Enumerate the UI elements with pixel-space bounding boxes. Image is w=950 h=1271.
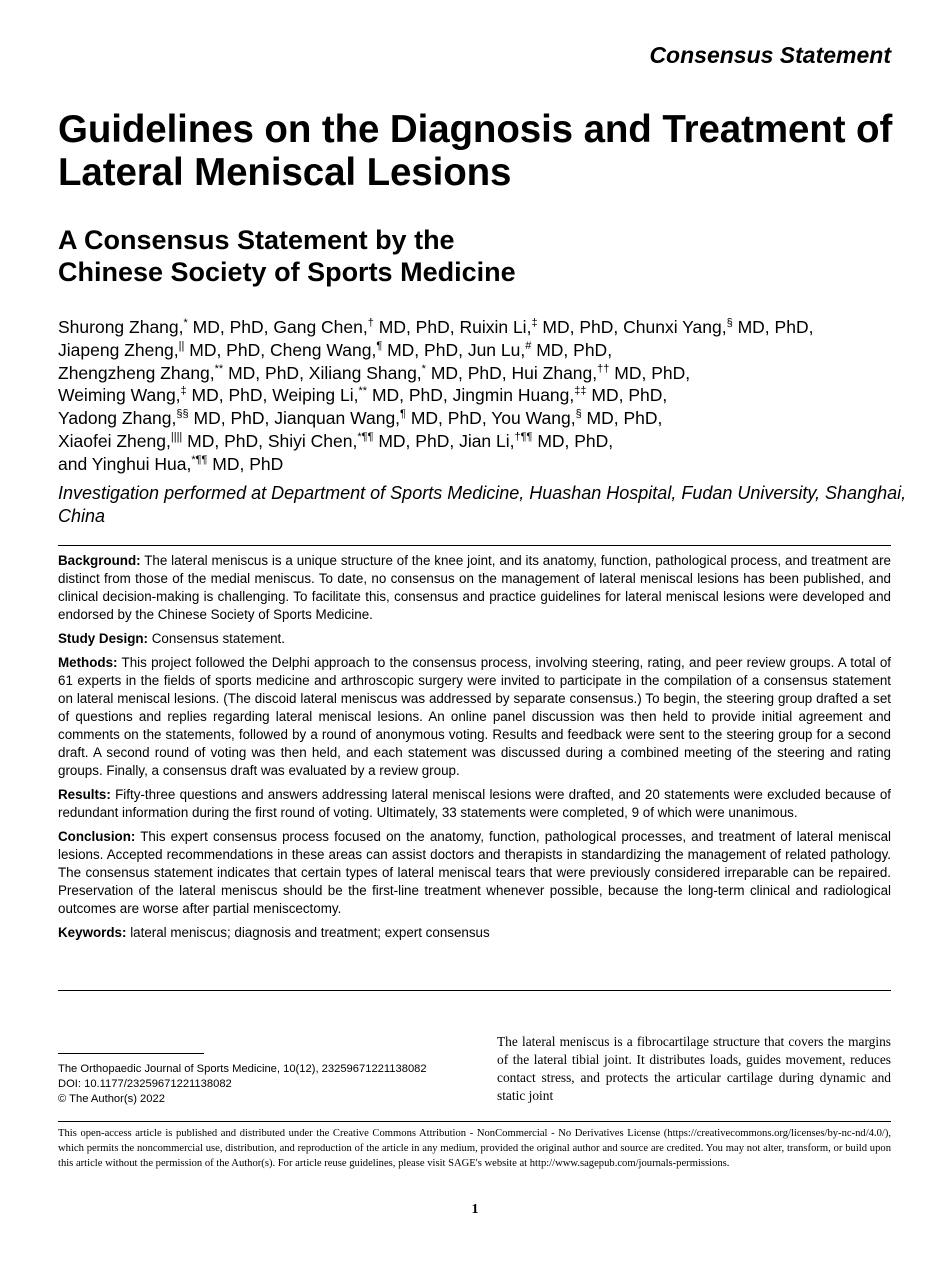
author-degree: MD, PhD, xyxy=(367,385,453,406)
author-degree: MD, PhD, xyxy=(609,362,691,383)
author-degree: MD, PhD, xyxy=(537,317,624,337)
abstract-keywords xyxy=(58,924,891,942)
author-degree: MD, PhD, xyxy=(732,317,814,337)
author-name: Zhengzheng Zhang, xyxy=(58,362,215,383)
abstract-text: lateral meniscus; diagnosis and treatment; expert consensus xyxy=(126,925,490,941)
abstract-label: Methods: xyxy=(58,655,118,671)
author-degree: MD, PhD, xyxy=(187,317,274,337)
author xyxy=(623,317,813,337)
body-paragraph: The lateral meniscus is a fibrocartilage structure that covers the margins of the lateral tibial joint. It distributes loads, guides movement, reduces contact stress, and protects the articular cartilage during dynamic and static joint xyxy=(497,1034,891,1104)
author xyxy=(268,431,459,451)
author-name: Yadong Zhang, xyxy=(58,408,177,429)
author-name: Jianquan Wang, xyxy=(274,408,401,429)
abstract-text: This project followed the Delphi approach to the consensus process, involving steering, rating, and peer review groups. A total of 61 experts in the fields of sports medicine and arthroscopic surgery were invited to participate in the compilation of a consensus statement on lateral meniscal lesions. (The discoid lateral meniscus was addressed by separate consensus.) To begin, the steering group drafted a set of questions and replies regarding lateral meniscal lesions. An online panel discussion was then held to provide initial agreement and comments on the statements, followed by a round of anonymous voting. Results and feedback were sent to the steering group for a second draft. A second round of voting was then held, and each statement was discussed during a combined meeting of the steering and rating groups. Finally, a consensus draft was evaluated by a review group. xyxy=(58,655,891,778)
author-affiliation-mark: ¶ xyxy=(400,408,406,421)
abstract-label: Keywords: xyxy=(58,925,127,941)
journal-copyright: © The Author(s) 2022 xyxy=(58,1093,165,1105)
author xyxy=(512,363,691,383)
author-affiliation-mark: || xyxy=(178,339,185,352)
abstract-text: Consensus statement. xyxy=(148,631,285,647)
author xyxy=(453,385,668,405)
author xyxy=(58,363,309,383)
journal-info xyxy=(58,1062,478,1107)
abstract xyxy=(58,552,891,948)
abstract-results xyxy=(58,786,891,822)
author xyxy=(58,317,273,337)
author-degree: MD, PhD, xyxy=(184,339,270,360)
author-name: You Wang, xyxy=(491,408,576,429)
author-degree: MD, PhD, xyxy=(531,339,613,360)
author-affiliation-mark: ‡‡ xyxy=(574,385,587,398)
author xyxy=(270,340,468,360)
author-degree: MD, PhD, xyxy=(382,339,468,360)
author-degree: MD, PhD, xyxy=(373,430,460,451)
author-name: Xiaofei Zheng, xyxy=(58,430,171,451)
subtitle-line-2: Chinese Society of Sports Medicine xyxy=(58,257,516,287)
author-affiliation-mark: § xyxy=(575,408,582,421)
author-affiliation-mark: ‡ xyxy=(180,385,187,398)
author xyxy=(309,363,512,383)
author-degree: MD, PhD, xyxy=(188,408,275,429)
abstract-label: Background: xyxy=(58,553,141,568)
author xyxy=(58,340,270,360)
author-affiliation-mark: ** xyxy=(214,362,224,375)
author-affiliation-mark: # xyxy=(525,339,532,352)
author-degree: MD, PhD, xyxy=(223,362,309,383)
journal-doi: DOI: 10.1177/23259671221138082 xyxy=(58,1078,232,1090)
author-degree: MD, PhD, xyxy=(405,408,492,429)
author xyxy=(58,454,283,474)
author-affiliation-mark: §§ xyxy=(176,408,189,421)
article-subtitle xyxy=(58,224,758,288)
author xyxy=(491,408,662,428)
author-degree: MD, PhD, xyxy=(532,430,614,451)
author-degree: MD, PhD, xyxy=(586,385,668,406)
author-name: Jian Li, xyxy=(459,430,515,451)
author xyxy=(459,431,613,451)
footnote-rule xyxy=(58,1053,204,1054)
author xyxy=(468,340,612,360)
author xyxy=(459,317,623,337)
journal-citation: The Orthopaedic Journal of Sports Medicine, 10(12), 23259671221138082 xyxy=(58,1063,427,1075)
abstract-text: This expert consensus process focused on the anatomy, function, pathological processes, and treatment of lateral meniscal lesions. Accepted recommendations in these areas can assist doctors and therapists in standardizing the management of related pathology. The consensus statement indicates that certain types of lateral meniscal tears that were previously considered irreparable can be repaired. Preservation of the lateral meniscus should be the first-line treatment whenever possible, because the long-term clinical and radiological outcomes are worse after partial meniscectomy. xyxy=(58,829,891,916)
author-name: Shiyi Chen, xyxy=(267,430,358,451)
author xyxy=(273,317,459,337)
affiliation-statement: Investigation performed at Department of Sports Medicine, Huashan Hospital, Fudan University, Shanghai, China xyxy=(58,483,907,526)
abstract-label: Results: xyxy=(58,787,111,803)
author-affiliation-mark: *¶¶ xyxy=(357,430,374,443)
abstract-conclusion xyxy=(58,828,891,918)
abstract-bottom-rule xyxy=(58,990,891,991)
author-name: Weiping Li, xyxy=(272,385,359,406)
subtitle-line-1: A Consensus Statement by the xyxy=(58,225,455,255)
author-degree: MD, PhD, xyxy=(186,385,273,406)
author-affiliation-mark: ** xyxy=(358,385,368,398)
abstract-text: Fifty-three questions and answers addressing lateral meniscal lesions were drafted, and 20 statements were excluded because of redundant information during the first round of voting. Ultimately, 33 statements were completed, 9 of which were unanimous. xyxy=(58,787,891,820)
author-affiliation-mark: †¶¶ xyxy=(514,430,533,443)
author xyxy=(58,385,272,405)
author-affiliation-mark: * xyxy=(421,362,426,375)
author-name: Jingmin Huang, xyxy=(452,385,575,406)
author-degree: MD, PhD, xyxy=(373,317,460,337)
author-degree: MD, PhD, xyxy=(182,430,268,451)
author-name: Jiapeng Zheng, xyxy=(58,339,179,360)
author-name: Ruixin Li, xyxy=(459,317,532,337)
author-affiliation-mark: * xyxy=(183,317,188,329)
author-name: and Yinghui Hua, xyxy=(58,453,192,474)
author-list xyxy=(58,316,918,476)
author-name: Cheng Wang, xyxy=(269,339,377,360)
author-affiliation-mark: *¶¶ xyxy=(191,453,208,466)
author xyxy=(58,408,274,428)
author-name: Jun Lu, xyxy=(467,339,526,360)
author-affiliation-mark: ‡ xyxy=(531,317,538,329)
abstract-label: Study Design: xyxy=(58,631,149,647)
abstract-background xyxy=(58,552,891,624)
author-affiliation-mark: § xyxy=(726,317,733,329)
author-degree: MD, PhD xyxy=(207,453,284,474)
author-name: Hui Zhang, xyxy=(511,362,598,383)
author xyxy=(274,408,491,428)
abstract-text: The lateral meniscus is a unique structure of the knee joint, and its anatomy, function, pathological process, and treatment are distinct from those of the medial meniscus. To date, no consensus on the management of lateral meniscal lesions has been published, and clinical decision-making is challenging. To facilitate this, consensus and practice guidelines for lateral meniscal lesions were developed and endorsed by the Chinese Society of Sports Medicine. xyxy=(58,553,891,622)
author-affiliation-mark: ¶ xyxy=(376,339,383,352)
author xyxy=(58,431,268,451)
author-affiliation-mark: |||| xyxy=(170,430,183,443)
section-label: Consensus Statement xyxy=(649,42,891,68)
abstract-label: Conclusion: xyxy=(58,829,136,845)
article-title: Guidelines on the Diagnosis and Treatment of Lateral Meniscal Lesions xyxy=(58,108,893,194)
author-affiliation-mark: †† xyxy=(597,362,610,375)
author-name: Weiming Wang, xyxy=(58,385,181,406)
license-statement: This open-access article is published and distributed under the Creative Commons Attribution - NonCommercial - No Derivatives License (https://creativecommons.org/licenses/by-nc-nd/4.0/), which permits the noncommercial use, distribution, and reproduction of the article in any medium, provided the original author and source are credited. You may not alter, transform, or build upon this article without the permission of the Author(s). For article reuse guidelines, please visit SAGE's website at http://www.sagepub.com/journals-permissions. xyxy=(58,1128,891,1170)
abstract-top-rule xyxy=(58,545,891,546)
abstract-study-design xyxy=(58,630,891,648)
author-name: Shurong Zhang, xyxy=(58,317,184,337)
author-name: Chunxi Yang, xyxy=(623,317,727,337)
author-degree: MD, PhD, xyxy=(581,408,663,429)
author-name: Gang Chen, xyxy=(273,317,368,337)
author-affiliation-mark: † xyxy=(367,317,374,329)
license-rule xyxy=(58,1121,891,1122)
author-name: Xiliang Shang, xyxy=(308,362,422,383)
author xyxy=(272,385,452,405)
abstract-methods xyxy=(58,654,891,779)
author-degree: MD, PhD, xyxy=(425,362,512,383)
page-number: 1 xyxy=(471,1202,479,1217)
